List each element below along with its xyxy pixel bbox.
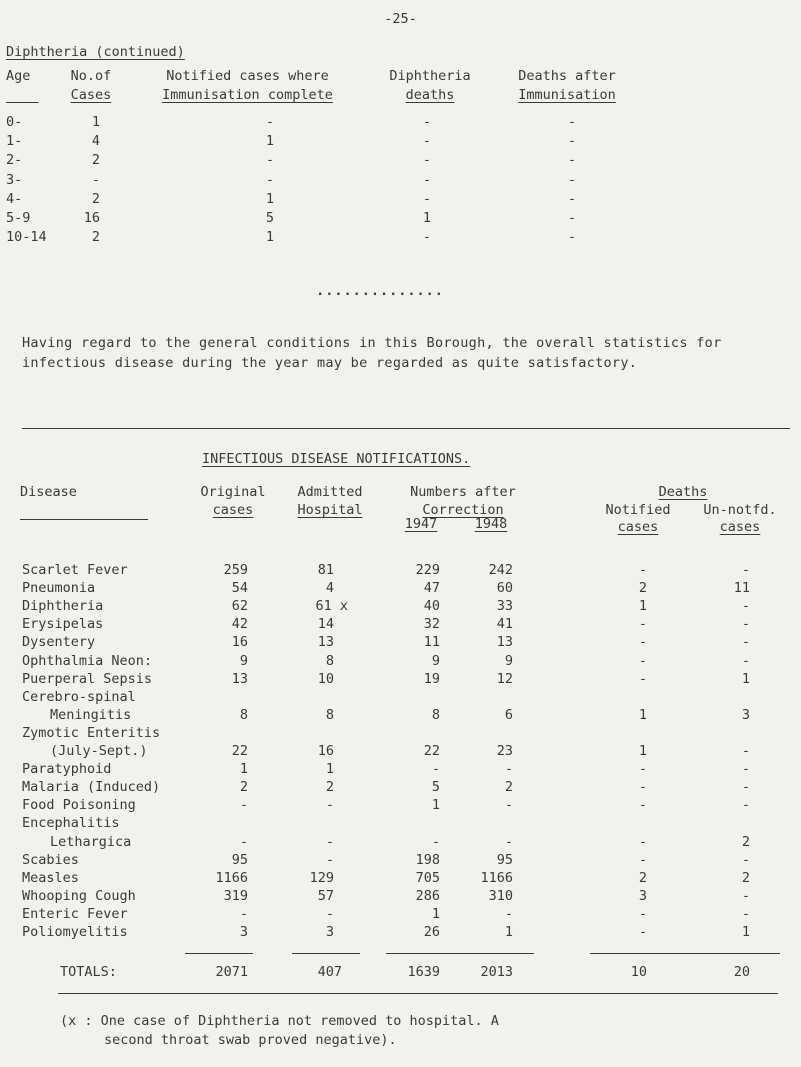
admitted-cell: 8 <box>325 652 334 669</box>
admitted-header-line1: Admitted <box>297 484 363 500</box>
original-cell: 8 <box>239 706 248 723</box>
notified-cell: - <box>638 851 647 868</box>
admitted-cell: - <box>325 905 334 922</box>
disease-name: Zymotic Enteritis <box>22 724 161 741</box>
notified-header-line1: Notified cases where <box>166 68 329 84</box>
deaths-header-line1: Diphtheria <box>389 68 471 84</box>
disease-name: Malaria (Induced) <box>22 779 161 796</box>
unnotified-header-line2: cases <box>719 519 761 535</box>
notified-cell: 1 <box>638 598 647 615</box>
year-1948-cell: 13 <box>496 634 513 651</box>
numbers-header-line2: Correction <box>422 502 504 518</box>
admitted-cell: 3 <box>325 924 334 940</box>
original-header-line1: Original <box>200 484 266 500</box>
section-divider <box>22 428 790 429</box>
totals-bottom-rule <box>58 993 778 994</box>
notified-cell: 1 <box>638 743 647 759</box>
unnotified-cell: - <box>741 887 750 904</box>
admitted-cell: 81 <box>317 562 334 578</box>
year-1947-cell: 32 <box>423 616 440 633</box>
cases-header-line1: No.of <box>70 68 112 84</box>
unnotified-cell: - <box>741 598 750 615</box>
admitted-cell: 1 <box>325 761 334 778</box>
original-cell: 1 <box>239 761 248 778</box>
admitted-cell: 8 <box>325 706 334 723</box>
unnotified-cell: 11 <box>733 580 750 597</box>
notified-header-line2: cases <box>617 519 659 535</box>
disease-name: Food Poisoning <box>22 797 136 814</box>
unnotified-cell: 2 <box>741 833 750 850</box>
notified-cell: - <box>638 616 647 633</box>
unnotified-header-line1: Un-notfd. <box>703 502 777 518</box>
unnotified-cell: - <box>741 634 750 651</box>
footnote-line2: second throat swab proved negative). <box>104 1032 397 1048</box>
year-1947-cell: 705 <box>415 869 440 886</box>
notified-cell: 1 <box>265 229 275 246</box>
year-1947-cell: 1 <box>431 797 440 814</box>
original-cell: 42 <box>231 616 248 633</box>
original-cell: 54 <box>231 580 248 597</box>
original-cell: - <box>239 905 248 922</box>
after-cell: - <box>567 210 577 226</box>
disease-name: Encephalitis <box>22 815 120 832</box>
original-cell: 62 <box>231 598 248 615</box>
notified-cell: 1 <box>265 190 275 207</box>
year-1948-cell: - <box>504 797 513 814</box>
notified-cell: - <box>638 924 647 940</box>
disease-name: Scabies <box>22 851 79 868</box>
year-1947-header: 1947 <box>404 516 438 532</box>
after-header-line2: Immunisation <box>518 87 616 103</box>
year-1948-cell: 60 <box>496 580 513 597</box>
original-cell: 3 <box>239 924 248 940</box>
admitted-cell: 57 <box>317 887 334 904</box>
cases-cell: 4 <box>91 133 100 150</box>
after-cell: - <box>567 114 577 130</box>
disease-name: Measles <box>22 869 79 886</box>
admitted-cell: - <box>325 797 334 814</box>
original-total-rule <box>185 953 253 954</box>
disease-name: Paratyphoid <box>22 761 112 778</box>
original-cell: 13 <box>231 670 248 687</box>
after-cell: - <box>567 133 577 150</box>
notified-cell: 3 <box>638 887 647 904</box>
original-cell: - <box>239 833 248 850</box>
year-1947-cell: 26 <box>423 924 440 940</box>
year-1947-cell: 40 <box>423 598 440 615</box>
unnotified-cell: - <box>741 652 750 669</box>
year-1947-cell: 286 <box>415 887 440 904</box>
totals-admitted: 407 <box>317 964 342 980</box>
notified-cell: - <box>265 152 275 169</box>
notified-cell: - <box>265 114 275 130</box>
admitted-cell: 4 <box>325 580 334 597</box>
year-1947-cell: 11 <box>423 634 440 651</box>
deaths-cell: - <box>422 152 432 169</box>
original-cell: 9 <box>239 652 248 669</box>
unnotified-cell: 1 <box>741 670 750 687</box>
deaths-cell: - <box>422 133 432 150</box>
unnotified-cell: - <box>741 905 750 922</box>
year-1947-cell: 22 <box>423 743 440 759</box>
notified-cell: 2 <box>638 869 647 886</box>
disease-name: Scarlet Fever <box>22 562 128 578</box>
year-1948-cell: 1166 <box>480 869 513 886</box>
age-cell: 5-9 <box>6 210 31 226</box>
year-1947-cell: - <box>431 761 440 778</box>
after-cell: - <box>567 229 577 246</box>
year-1948-header: 1948 <box>474 516 508 532</box>
totals-1947: 1639 <box>407 964 440 980</box>
year-1947-cell: 229 <box>415 562 440 578</box>
totals-original: 2071 <box>215 964 248 980</box>
year-1948-cell: 41 <box>496 616 513 633</box>
year-1948-cell: - <box>504 833 513 850</box>
admitted-total-rule <box>292 953 360 954</box>
deaths-header-line2: deaths <box>405 87 455 103</box>
deaths-header: Deaths <box>658 484 708 500</box>
deaths-total-rule <box>590 953 780 954</box>
admitted-header-line2: Hospital <box>297 502 363 518</box>
disease-name: Erysipelas <box>22 616 104 633</box>
deaths-cell: - <box>422 229 432 246</box>
disease-header: Disease <box>20 484 77 500</box>
original-cell: - <box>239 797 248 814</box>
notified-cell: - <box>638 562 647 578</box>
disease-name: Whooping Cough <box>22 887 136 904</box>
year-1947-cell: 9 <box>431 652 440 669</box>
year-1948-cell: 12 <box>496 670 513 687</box>
disease-name: Diphtheria <box>22 598 104 615</box>
after-header-line1: Deaths after <box>518 68 616 84</box>
notified-cell: - <box>638 833 647 850</box>
notifications-title: INFECTIOUS DISEASE NOTIFICATIONS. <box>202 451 471 467</box>
year-1948-cell: 9 <box>504 652 513 669</box>
disease-header-rule <box>20 519 148 520</box>
unnotified-cell: 3 <box>741 706 750 723</box>
admitted-cell: - <box>325 833 334 850</box>
disease-name: (July-Sept.) <box>50 743 148 759</box>
admitted-cell: 10 <box>317 670 334 687</box>
unnotified-cell: - <box>741 797 750 814</box>
cases-cell: 16 <box>83 210 100 226</box>
year-1947-cell: 5 <box>431 779 440 796</box>
deaths-cell: 1 <box>422 210 432 226</box>
cases-cell: 2 <box>91 190 100 207</box>
notified-cell: - <box>638 797 647 814</box>
unnotified-cell: - <box>741 761 750 778</box>
totals-label: TOTALS: <box>60 964 117 980</box>
notified-cell: 5 <box>265 210 275 226</box>
disease-name: Enteric Fever <box>22 905 128 922</box>
year-1947-cell: 1 <box>431 905 440 922</box>
notified-header-line1: Notified <box>605 502 671 518</box>
after-cell: - <box>567 171 577 188</box>
age-cell: 4- <box>6 190 23 207</box>
original-cell: 1166 <box>215 869 248 886</box>
cases-header-line2: Cases <box>70 87 112 103</box>
admitted-cell: 16 <box>317 743 334 759</box>
notified-cell: - <box>638 905 647 922</box>
cases-cell: 2 <box>91 229 100 246</box>
totals-notified: 10 <box>630 964 647 980</box>
notified-cell: - <box>638 779 647 796</box>
unnotified-cell: - <box>741 562 750 578</box>
page-number: -25- <box>384 11 417 27</box>
after-cell: - <box>567 152 577 169</box>
notified-cell: - <box>265 171 275 188</box>
original-cell: 259 <box>223 562 248 578</box>
numbers-header-line1: Numbers after <box>410 484 516 500</box>
year-1948-cell: - <box>504 905 513 922</box>
year-1948-cell: - <box>504 761 513 778</box>
cases-cell: 1 <box>91 114 100 130</box>
dotted-separator: .............. <box>316 283 444 299</box>
original-cell: 16 <box>231 634 248 651</box>
disease-name: Dysentery <box>22 634 96 651</box>
admitted-cell: 129 <box>309 869 334 886</box>
disease-name: Pneumonia <box>22 580 96 597</box>
unnotified-cell: - <box>741 743 750 759</box>
notified-cell: 1 <box>638 706 647 723</box>
admitted-cell: 13 <box>317 634 334 651</box>
year-1947-cell: - <box>431 833 440 850</box>
disease-name: Cerebro-spinal <box>22 688 136 705</box>
age-cell: 10-14 <box>6 229 47 246</box>
notified-cell: - <box>638 670 647 687</box>
age-header-underline <box>6 87 42 103</box>
year-1948-cell: 242 <box>488 562 513 578</box>
unnotified-cell: 2 <box>741 869 750 886</box>
original-cell: 2 <box>239 779 248 796</box>
notified-cell: - <box>638 652 647 669</box>
original-cell: 319 <box>223 887 248 904</box>
deaths-cell: - <box>422 114 432 130</box>
cases-cell: - <box>91 171 100 188</box>
original-cell: 95 <box>231 851 248 868</box>
unnotified-cell: - <box>741 851 750 868</box>
notified-header-line2: Immunisation complete <box>162 87 333 103</box>
year-1948-cell: 2 <box>504 779 513 796</box>
cases-cell: 2 <box>91 152 100 169</box>
footnote-line1: (x : One case of Diphtheria not removed to hospital. A <box>60 1013 499 1029</box>
unnotified-cell: 1 <box>741 924 750 940</box>
age-cell: 2- <box>6 152 23 169</box>
original-header-line2: cases <box>212 502 254 518</box>
unnotified-cell: - <box>741 616 750 633</box>
year-1948-cell: 33 <box>496 598 513 615</box>
totals-unnotified: 20 <box>733 964 750 980</box>
disease-name: Puerperal Sepsis <box>22 670 153 687</box>
year-1947-cell: 8 <box>431 706 440 723</box>
year-1948-cell: 1 <box>504 924 513 940</box>
age-cell: 3- <box>6 171 23 188</box>
numbers-total-rule <box>386 953 534 954</box>
notified-cell: 2 <box>638 580 647 597</box>
year-1947-cell: 19 <box>423 670 440 687</box>
unnotified-cell: - <box>741 779 750 796</box>
admitted-cell: 14 <box>317 616 334 633</box>
summary-paragraph: Having regard to the general conditions in this Borough, the overall statistics for infectious disease during the year may be regarded as quite satisfactory. <box>22 335 722 371</box>
disease-name: Meningitis <box>50 706 132 723</box>
disease-name: Poliomyelitis <box>22 924 128 940</box>
original-cell: 22 <box>231 743 248 759</box>
year-1947-cell: 198 <box>415 851 440 868</box>
year-1948-cell: 95 <box>496 851 513 868</box>
disease-name: Ophthalmia Neon: <box>22 652 153 669</box>
totals-1948: 2013 <box>480 964 513 980</box>
notified-cell: 1 <box>265 133 275 150</box>
year-1948-cell: 23 <box>496 743 513 759</box>
admitted-cell: 61 x <box>315 598 348 615</box>
section-title: Diphtheria (continued) <box>6 44 185 60</box>
deaths-cell: - <box>422 190 432 207</box>
admitted-cell: - <box>325 851 334 868</box>
age-cell: 1- <box>6 133 23 150</box>
notified-cell: - <box>638 634 647 651</box>
notified-cell: - <box>638 761 647 778</box>
disease-name: Lethargica <box>50 833 132 850</box>
year-1948-cell: 6 <box>504 706 513 723</box>
age-header: Age <box>6 68 31 84</box>
year-1947-cell: 47 <box>423 580 440 597</box>
after-cell: - <box>567 190 577 207</box>
deaths-cell: - <box>422 171 432 188</box>
admitted-cell: 2 <box>325 779 334 796</box>
year-1948-cell: 310 <box>488 887 513 904</box>
age-cell: 0- <box>6 114 23 130</box>
